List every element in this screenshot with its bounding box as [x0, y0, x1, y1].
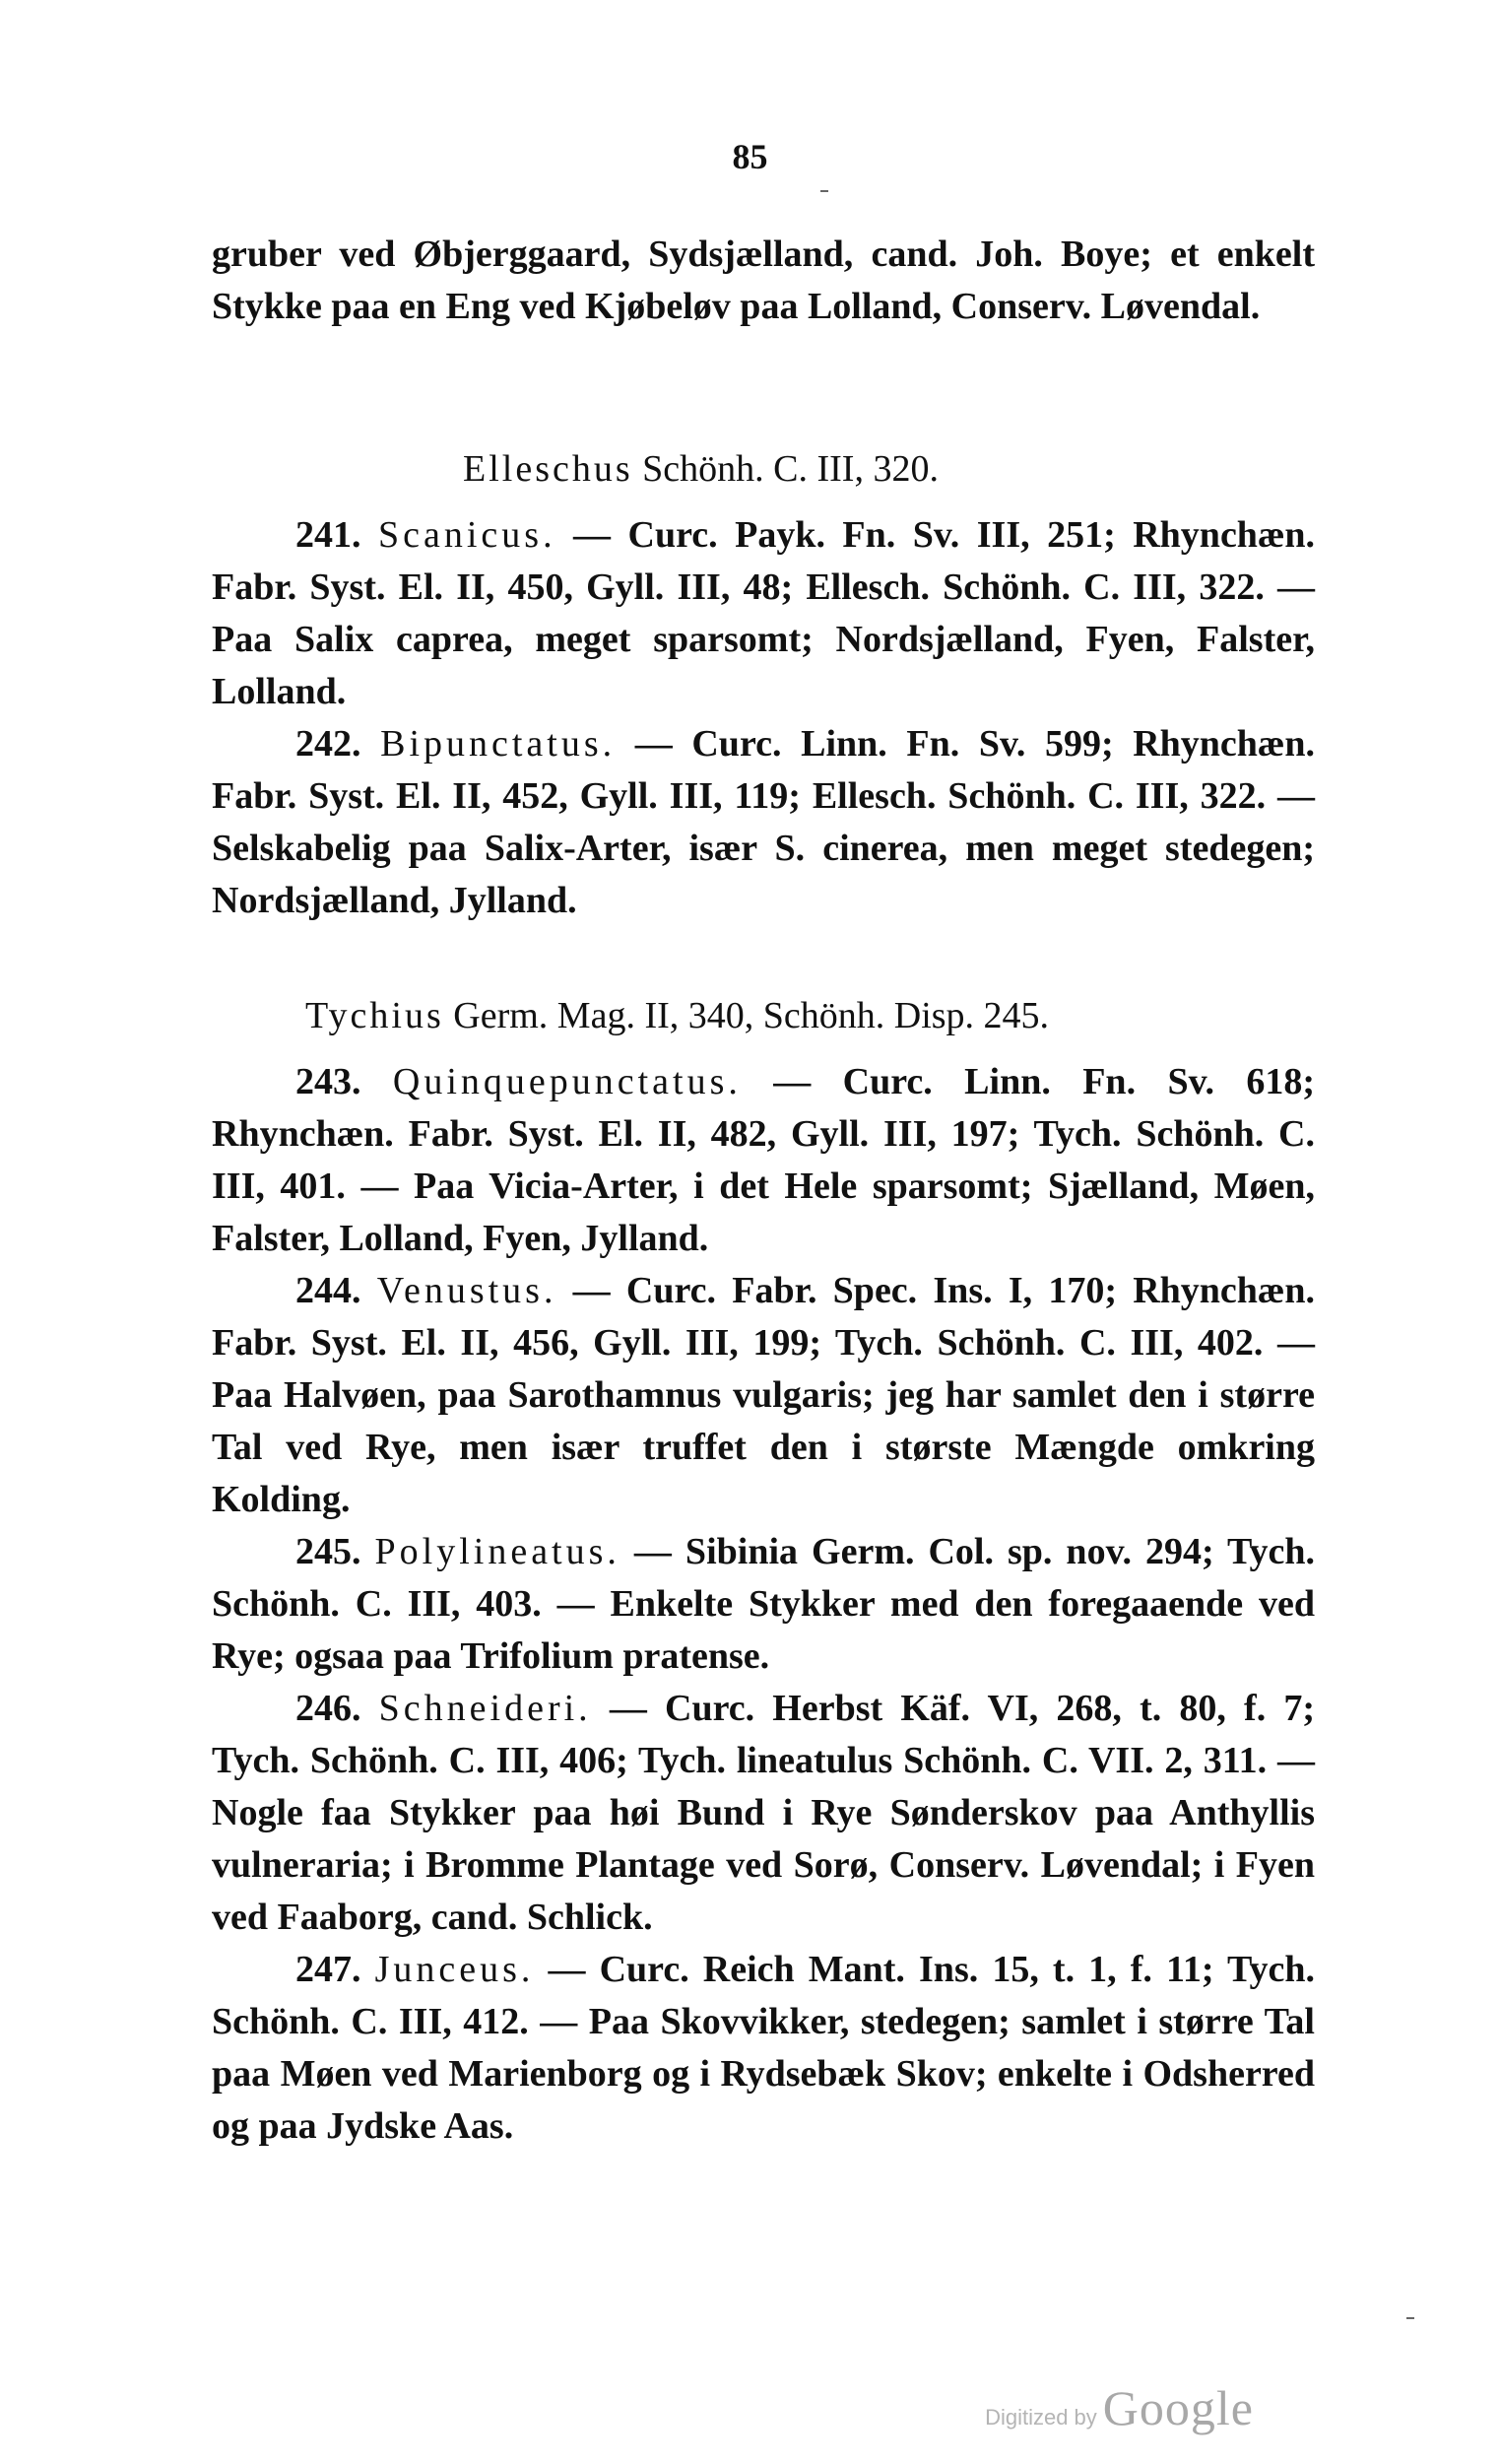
entry-number: 243. — [295, 1061, 361, 1102]
species-entry — [212, 1265, 1315, 1526]
genus-name: Elleschus — [463, 448, 633, 490]
entry-text: — Sibinia Germ. Col. sp. nov. 294; Tych. Schönh. C. III, 403. — Enkelte Stykker med den foregaaende ved Rye; ogsaa paa Trifolium pratense. — [212, 1531, 1315, 1677]
digitized-watermark — [985, 2379, 1254, 2436]
species-name: Quinquepunctatus. — [392, 1061, 742, 1102]
species-name: Venustus. — [376, 1270, 557, 1311]
species-entry — [212, 509, 1315, 718]
entry-number: 242. — [295, 723, 361, 765]
species-entry — [212, 718, 1315, 927]
entry-number: 247. — [295, 1949, 361, 1990]
entry-text: — Curc. Fabr. Spec. Ins. I, 170; Rhynchæn. Fabr. Syst. El. II, 456, Gyll. III, 199; Tych. Schönh. C. III, 402. — Paa Halvøen, paa Sarothamnus vulgaris; jeg har samlet den i større Tal ved Rye, men især truffet den i største Mængde omkring Kolding. — [212, 1270, 1315, 1520]
species-entry — [212, 1056, 1315, 1265]
print-mark — [820, 190, 828, 192]
section-elleschus — [212, 443, 1315, 927]
species-name: Junceus. — [374, 1949, 535, 1990]
watermark-digitized-text: Digitized by — [985, 2405, 1097, 2430]
watermark-brand: Google — [1102, 2380, 1254, 2435]
genus-name: Tychius — [305, 995, 444, 1036]
genus-heading — [212, 443, 1315, 496]
species-name: Bipunctatus. — [380, 723, 617, 765]
intro-paragraph: gruber ved Øbjerggaard, Sydsjælland, cand. Joh. Boye; et enkelt Stykke paa en Eng ved Kjøbeløv paa Lolland, Conserv. Løvendal. — [212, 233, 1315, 327]
genus-heading — [212, 990, 1315, 1042]
entry-text: — Curc. Reich Mant. Ins. 15, t. 1, f. 11; Tych. Schönh. C. III, 412. — Paa Skovvikker, stedegen; samlet i større Tal paa Møen ved Marienborg og i Rydsebæk Skov; enkelte i Odsherred og paa Jydske Aas. — [212, 1949, 1315, 2147]
intro-block — [212, 229, 1315, 333]
entry-number: 244. — [295, 1270, 361, 1311]
species-entry — [212, 1683, 1315, 1944]
species-name: Schneideri. — [378, 1688, 592, 1729]
species-name: Polylineatus. — [374, 1531, 620, 1572]
species-entry — [212, 1526, 1315, 1683]
section-tychius — [212, 990, 1315, 2153]
entry-number: 241. — [295, 514, 361, 556]
entry-text: — Curc. Herbst Käf. VI, 268, t. 80, f. 7; Tych. Schönh. C. III, 406; Tych. lineatulus Schönh. C. VII. 2, 311. — Nogle faa Stykker paa høi Bund i Rye Sønderskov paa Anthyllis vulneraria; i Bromme Plantage ved Sorø, Conserv. Løvendal; i Fyen ved Faaborg, cand. Schlick. — [212, 1688, 1316, 1938]
entry-number: 245. — [295, 1531, 361, 1572]
page-number: 85 — [732, 137, 768, 176]
genus-reference: Schönh. C. III, 320. — [642, 448, 939, 490]
print-mark — [1406, 2317, 1414, 2319]
entry-text: — Curc. Payk. Fn. Sv. III, 251; Rhynchæn. Fabr. Syst. El. II, 450, Gyll. III, 48; Ellesch. Schönh. C. III, 322. — Paa Salix caprea, meget sparsomt; Nordsjælland, Fyen, Falster, Lolland. — [212, 514, 1316, 712]
species-entry — [212, 1944, 1315, 2153]
species-name: Scanicus. — [377, 514, 556, 556]
genus-reference: Germ. Mag. II, 340, Schönh. Disp. 245. — [453, 995, 1050, 1036]
entry-text: — Curc. Linn. Fn. Sv. 618; Rhynchæn. Fabr. Syst. El. II, 482, Gyll. III, 197; Tych. Schönh. C. III, 401. — Paa Vicia-Arter, i det Hele sparsomt; Sjælland, Møen, Falster, Lolland, Fyen, Jylland. — [212, 1061, 1316, 1259]
entry-text: — Curc. Linn. Fn. Sv. 599; Rhynchæn. Fabr. Syst. El. II, 452, Gyll. III, 119; Ellesch. Schönh. C. III, 322. — Selskabelig paa Salix-Arter, især S. cinerea, men meget stedegen; Nordsjælland, Jylland. — [212, 723, 1316, 921]
entry-number: 246. — [295, 1688, 361, 1729]
